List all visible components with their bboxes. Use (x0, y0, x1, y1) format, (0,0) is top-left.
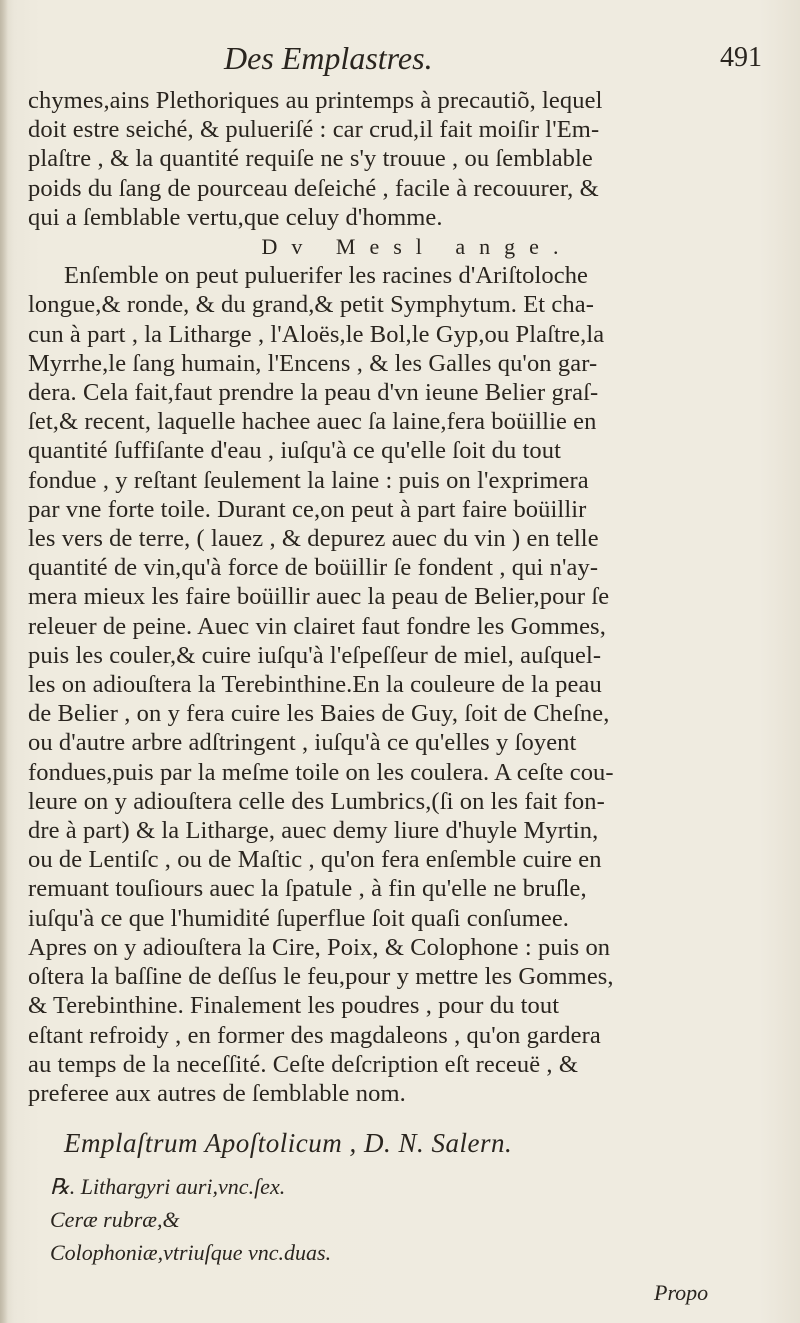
text-line: remuant touſiours auec la ſpatule , à fin qu'elle ne bruſle, (28, 875, 587, 903)
text-line: les on adiouſtera la Terebinthine.En la couleure de la peau (28, 671, 602, 699)
text-line: fondue , y reſtant ſeulement la laine : puis on l'exprimera (28, 466, 589, 494)
text-line: plaſtre , & la quantité requiſe ne s'y trouue , ou ſemblable (28, 145, 593, 173)
text-line: releuer de peine. Auec vin clairet faut fondre les Gommes, (28, 612, 606, 640)
text-line: chymes,ains Plethoriques au printemps à precautiõ, lequel (28, 87, 603, 114)
main-text (28, 86, 788, 1108)
text-line: qui a ſemblable vertu,que celuy d'homme. (28, 203, 443, 231)
text-line: quantité ſuffiſante d'eau , iuſqu'à ce qu'elle ſoit du tout (28, 437, 562, 465)
text-line: par vne forte toile. Durant ce,on peut à part faire boüillir (28, 495, 587, 523)
text-line: preferee aux autres de ſemblable nom. (28, 1079, 406, 1107)
text-line: longue,& ronde, & du grand,& petit Symphytum. Et cha- (28, 291, 594, 319)
text-line: eſtant refroidy , en former des magdaleons , qu'on gardera (28, 1021, 601, 1049)
text-line: fondues,puis par la meſme toile on les coulera. A ceſte cou- (28, 758, 614, 786)
text-line: au temps de la neceſſité. Ceſte deſcription eſt receuë , & (28, 1050, 579, 1078)
section-heading: Dv Mesl ange. (261, 234, 573, 260)
text-line: poids du ſang de pourceau deſeiché , facile à recouurer, & (28, 174, 599, 202)
text-line: Enſemble on peut puluerifer les racines d'Ariſtoloche (64, 262, 589, 290)
page-gutter-shadow (0, 0, 8, 1323)
recipe-line: Colophoniæ,vtriuſque vnc.duas. (50, 1240, 332, 1265)
text-line: dre à part) & la Litharge, auec demy liure d'huyle Myrtin, (28, 817, 599, 845)
text-line: mera mieux les faire boüillir auec la peau de Belier,pour ſe (28, 583, 610, 611)
text-line: oſtera la baſſine de deſſus le feu,pour y mettre les Gommes, (28, 963, 614, 991)
text-line: & Terebinthine. Finalement les poudres , pour du tout (28, 992, 560, 1020)
text-line: iuſqu'à ce que l'humidité ſuperflue ſoit quaſi conſumee. (28, 904, 570, 932)
text-line: ou d'autre arbre adſtringent , iuſqu'à ce qu'elles y ſoyent (28, 729, 577, 757)
text-line: doit estre seiché, & pulueriſé : car crud,il fait moiſir l'Em- (28, 116, 600, 144)
page-number: 491 (720, 42, 762, 73)
text-line: quantité de vin,qu'à force de boüillir ſe fondent , qui n'ay- (28, 554, 599, 582)
recipe-title: Emplaſtrum Apoſtolicum , D. N. Salern. (64, 1128, 513, 1158)
text-line: puis les couler,& cuire iuſqu'à l'eſpeſſeur de miel, auſquel- (28, 641, 602, 669)
text-line: dera. Cela fait,faut prendre la peau d'vn ieune Belier graſ- (28, 379, 599, 407)
text-line: Apres on y adiouſtera la Cire, Poix, & Colophone : puis on (28, 933, 611, 961)
text-line: leure on y adiouſtera celle des Lumbrics,(ſi on les fait fon- (28, 787, 605, 815)
running-title: Des Emplastres. (224, 40, 433, 76)
recipe-line: Ceræ rubræ,& (50, 1207, 180, 1232)
text-line: ſet,& recent, laquelle hachee auec ſa laine,fera boüillie en (28, 408, 597, 436)
text-line: Myrrhe,le ſang humain, l'Encens , & les Galles qu'on gar- (28, 349, 598, 377)
recipe-line: ℞. Lithargyri auri,vnc.ſex. (50, 1174, 286, 1199)
text-line: ou de Lentiſc , ou de Maſtic , qu'on fera enſemble cuire en (28, 846, 602, 874)
recipe-ingredients (50, 1170, 331, 1269)
text-line: les vers de terre, ( lauez , & depurez auec du vin ) en telle (28, 525, 599, 553)
text-line: de Belier , on y fera cuire les Baies de Guy, ſoit de Cheſne, (28, 700, 610, 728)
text-line: cun à part , la Litharge , l'Aloës,le Bol,le Gyp,ou Plaſtre,la (28, 320, 605, 348)
catchword: Propo (654, 1280, 709, 1305)
page-header (0, 40, 800, 80)
